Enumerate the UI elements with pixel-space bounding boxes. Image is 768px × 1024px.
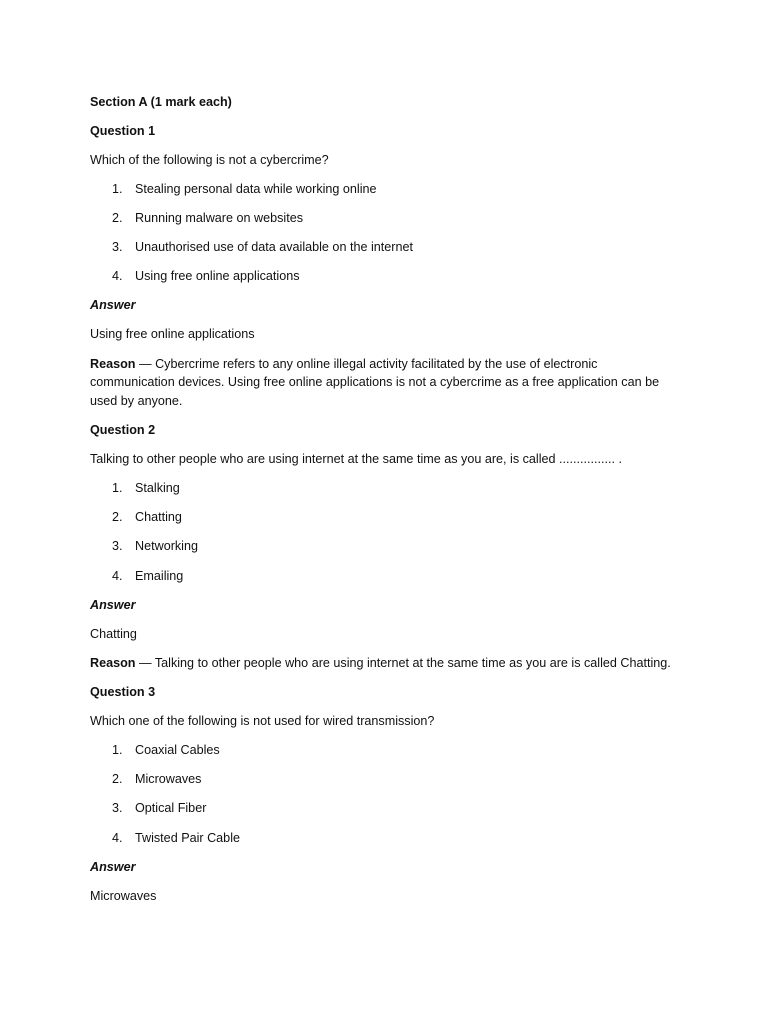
question-3-title: Question 3 — [90, 685, 156, 699]
option-text: Networking — [135, 539, 198, 553]
option-number: 3. — [112, 801, 123, 815]
section-title: Section A (1 mark each) — [90, 95, 232, 109]
question-1-answer: Using free online applications — [90, 327, 255, 341]
reason-text: used by anyone. — [90, 394, 183, 408]
reason-text: — Talking to other people who are using internet at the same time as you are is called Chatting. — [135, 656, 671, 670]
option-number: 4. — [112, 269, 123, 283]
option-text: Microwaves — [135, 772, 202, 786]
option-text: Twisted Pair Cable — [135, 831, 240, 845]
question-2-title: Question 2 — [90, 423, 156, 437]
question-2-text: Talking to other people who are using internet at the same time as you are, is called ................ . — [90, 452, 623, 466]
reason-text: communication devices. Using free online applications is not a cybercrime as a free application can be — [90, 375, 660, 389]
option-number: 4. — [112, 831, 123, 845]
question-3-answer: Microwaves — [90, 889, 157, 903]
reason-line — [90, 654, 671, 672]
option-text: Emailing — [135, 569, 184, 583]
option-number: 1. — [112, 182, 123, 196]
option-text: Chatting — [135, 510, 182, 524]
question-1-title: Question 1 — [90, 124, 156, 138]
option-text: Coaxial Cables — [135, 743, 220, 757]
option-number: 2. — [112, 211, 123, 225]
option-number: 1. — [112, 481, 123, 495]
option-number: 2. — [112, 772, 123, 786]
answer-label: Answer — [90, 298, 136, 312]
option-number: 2. — [112, 510, 123, 524]
reason-label: Reason — [90, 656, 136, 670]
reason-text: — Cybercrime refers to any online illegal activity facilitated by the use of electronic — [135, 357, 598, 371]
option-text: Unauthorised use of data available on the internet — [135, 240, 413, 254]
answer-label: Answer — [90, 860, 136, 874]
option-number: 3. — [112, 539, 123, 553]
question-3-text: Which one of the following is not used for wired transmission? — [90, 714, 435, 728]
option-text: Running malware on websites — [135, 211, 304, 225]
answer-label: Answer — [90, 598, 136, 612]
question-1-text: Which of the following is not a cybercrime? — [90, 153, 329, 167]
option-text: Stealing personal data while working online — [135, 182, 377, 196]
option-number: 3. — [112, 240, 123, 254]
option-number: 1. — [112, 743, 123, 757]
option-text: Stalking — [135, 481, 180, 495]
question-2-answer: Chatting — [90, 627, 137, 641]
option-text: Optical Fiber — [135, 801, 207, 815]
reason-line — [90, 355, 597, 373]
reason-label: Reason — [90, 357, 136, 371]
option-text: Using free online applications — [135, 269, 300, 283]
option-number: 4. — [112, 569, 123, 583]
